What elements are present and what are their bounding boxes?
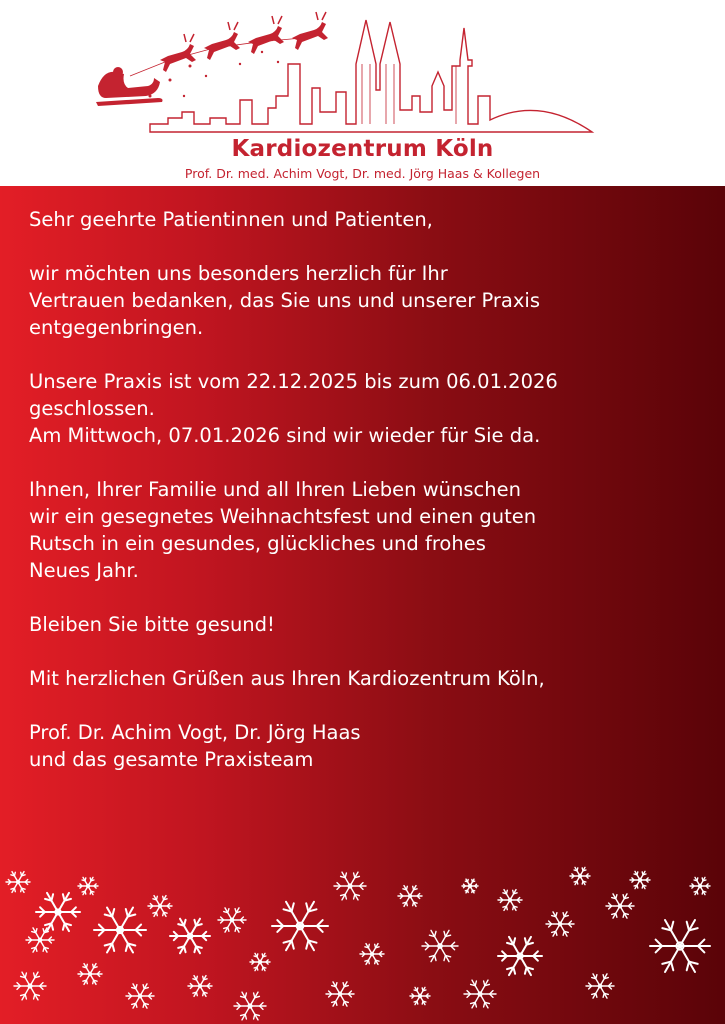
snowflake-icon: [546, 912, 574, 936]
paragraph-thanks: [29, 260, 699, 341]
snowflake-icon: [398, 886, 422, 907]
text-line: Unsere Praxis ist vom 22.12.2025 bis zum 06.01.2026: [29, 370, 558, 393]
paragraph-closure: [29, 368, 699, 449]
snowflake-icon: [586, 974, 614, 998]
snowflake-icon: [14, 972, 46, 1000]
text-line: geschlossen.: [29, 397, 155, 420]
paragraph-wishes: [29, 476, 699, 584]
signature-line: und das gesamte Praxisteam: [29, 748, 314, 771]
text-line: Neues Jahr.: [29, 559, 139, 582]
text-line: Am Mittwoch, 07.01.2026 sind wir wieder für Sie da.: [29, 424, 541, 447]
snowflake-icon: [94, 908, 146, 953]
snowflake-icon: [218, 908, 246, 932]
text-line: Rutsch in ein gesundes, glückliches und frohes: [29, 532, 486, 555]
snowflake-icon: [26, 928, 54, 952]
snowflake-icon: [690, 877, 710, 894]
snowflake-icon: [462, 879, 478, 893]
snowflake-icon: [188, 976, 212, 997]
text-line: wir möchten uns besonders herzlich für Ihr: [29, 262, 448, 285]
snowflake-icon: [234, 992, 266, 1020]
signature: [29, 719, 699, 773]
snowflake-icon: [334, 872, 366, 900]
snowflake-icon: [326, 982, 354, 1006]
snowflake-icon: [6, 872, 30, 893]
snowflake-icon: [630, 871, 650, 888]
snowflake-icon: [498, 890, 522, 911]
text-line: entgegenbringen.: [29, 316, 204, 339]
snowflake-icon: [650, 920, 710, 972]
letter-body: [29, 206, 699, 800]
header: [0, 0, 725, 186]
snowflake-icon: [36, 893, 80, 931]
snowflake-icon: [464, 980, 496, 1008]
salutation: Sehr geehrte Patientinnen und Patienten,: [29, 208, 433, 231]
paragraph-greeting: Mit herzlichen Grüßen aus Ihren Kardiozentrum Köln,: [29, 667, 545, 690]
snowflake-icon: [606, 894, 634, 918]
snowflake-icon: [78, 964, 102, 985]
snowflakes-icon: [0, 866, 725, 1024]
snowflake-icon: [272, 902, 328, 950]
org-name: Kardiozentrum Köln: [231, 136, 494, 162]
org-subtitle: Prof. Dr. med. Achim Vogt, Dr. med. Jörg Haas & Kollegen: [184, 166, 541, 181]
paragraph-health: Bleiben Sie bitte gesund!: [29, 613, 275, 636]
text-line: Vertrauen bedanken, das Sie uns und unserer Praxis: [29, 289, 540, 312]
snowflake-icon: [78, 877, 98, 894]
text-line: wir ein gesegnetes Weihnachtsfest und einen guten: [29, 505, 537, 528]
snowflake-icon: [360, 944, 384, 965]
snowflake-icon: [250, 953, 270, 970]
text-line: Ihnen, Ihrer Familie und all Ihren Lieben wünschen: [29, 478, 521, 501]
signature-line: Prof. Dr. Achim Vogt, Dr. Jörg Haas: [29, 721, 361, 744]
snowflake-icon: [498, 937, 542, 975]
santa-skyline-icon: [0, 0, 725, 140]
snowflake-icon: [570, 867, 590, 884]
snowflake-icon: [170, 919, 210, 954]
snowflake-icon: [148, 896, 172, 917]
snowflake-icon: [422, 930, 458, 961]
snowflake-icon: [410, 987, 430, 1004]
letter-panel: [0, 186, 725, 1024]
snowflake-icon: [126, 984, 154, 1008]
